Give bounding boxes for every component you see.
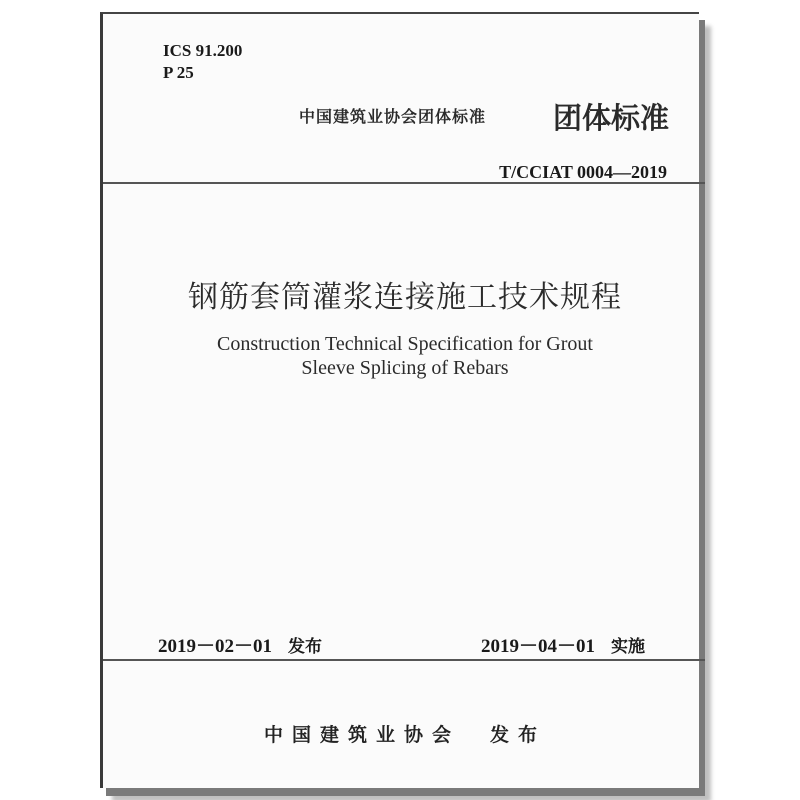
publisher-label: 发布 [490, 724, 547, 746]
classification-block [163, 40, 242, 84]
association-standard-label: 中国建筑业协会团体标准 [299, 107, 487, 126]
top-divider [103, 182, 705, 184]
publisher-row [103, 720, 707, 747]
title-english-line2: Sleeve Splicing of Rebars [301, 357, 509, 379]
ics-code: ICS 91.200 [163, 41, 243, 60]
effective-date: 2019－04－01 [481, 636, 596, 657]
publisher-name: 中国建筑业协会 [263, 724, 460, 746]
standard-cover [100, 12, 699, 788]
bottom-divider [103, 659, 705, 661]
release-date: 2019－02－01 [158, 636, 273, 657]
standard-header [299, 96, 669, 136]
title-chinese: 钢筋套筒灌浆连接施工技术规程 [188, 280, 622, 315]
title-english [103, 332, 707, 380]
standard-number: T/CCIAT 0004—2019 [499, 162, 667, 182]
title-english-line1: Construction Technical Specification for Grout [217, 333, 593, 355]
release-label: 发布 [288, 637, 323, 657]
effective-label: 实施 [611, 637, 646, 657]
release-date-row [158, 631, 322, 658]
class-code: P 25 [163, 63, 194, 82]
standard-type: 团体标准 [552, 101, 669, 135]
effective-date-row [481, 631, 645, 658]
